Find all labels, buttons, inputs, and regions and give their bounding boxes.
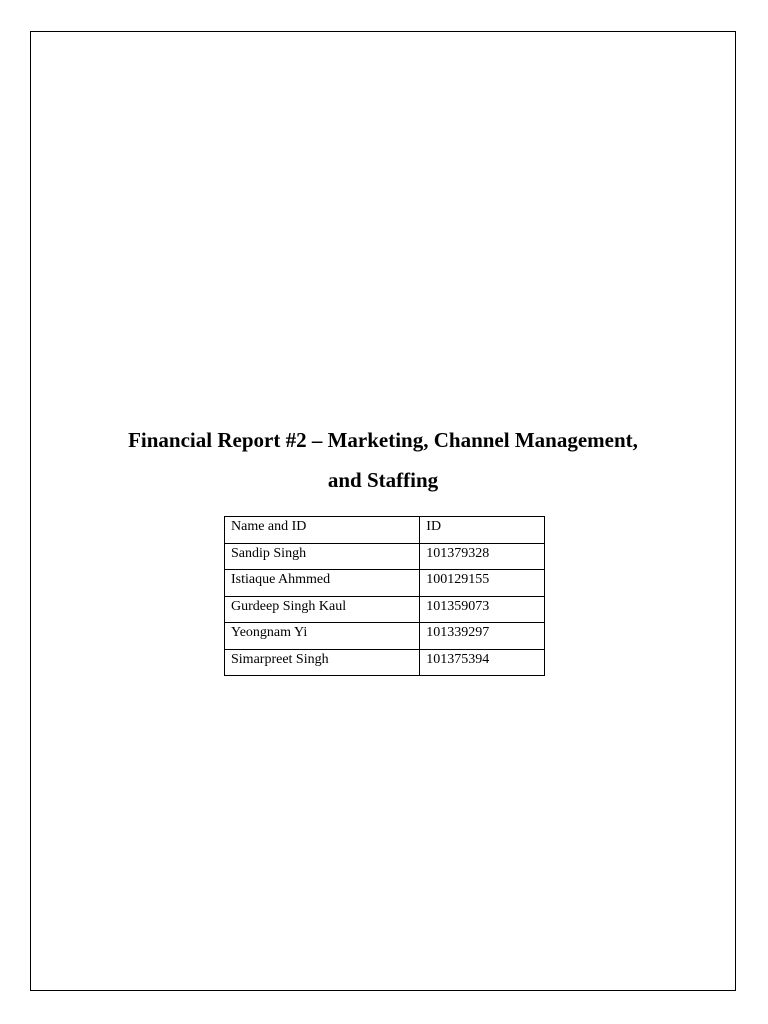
table-row xyxy=(225,543,545,570)
member-name-cell: Istiaque Ahmmed xyxy=(225,570,420,597)
header-name-cell: Name and ID xyxy=(225,517,420,544)
header-id-cell: ID xyxy=(420,517,545,544)
members-table xyxy=(224,516,545,676)
member-id-cell: 101375394 xyxy=(420,649,545,676)
member-name-cell: Yeongnam Yi xyxy=(225,623,420,650)
table-header-row xyxy=(225,517,545,544)
table-row xyxy=(225,596,545,623)
member-id-cell: 101339297 xyxy=(420,623,545,650)
member-id-cell: 101359073 xyxy=(420,596,545,623)
table-row xyxy=(225,623,545,650)
table-row xyxy=(225,570,545,597)
member-name-cell: Sandip Singh xyxy=(225,543,420,570)
report-title-line-1: Financial Report #2 – Marketing, Channel Management, xyxy=(128,428,638,452)
member-id-cell: 100129155 xyxy=(420,570,545,597)
table-row xyxy=(225,649,545,676)
report-title-line-2: and Staffing xyxy=(327,468,439,492)
member-name-cell: Simarpreet Singh xyxy=(225,649,420,676)
member-id-cell: 101379328 xyxy=(420,543,545,570)
member-name-cell: Gurdeep Singh Kaul xyxy=(225,596,420,623)
page-border xyxy=(30,31,736,991)
